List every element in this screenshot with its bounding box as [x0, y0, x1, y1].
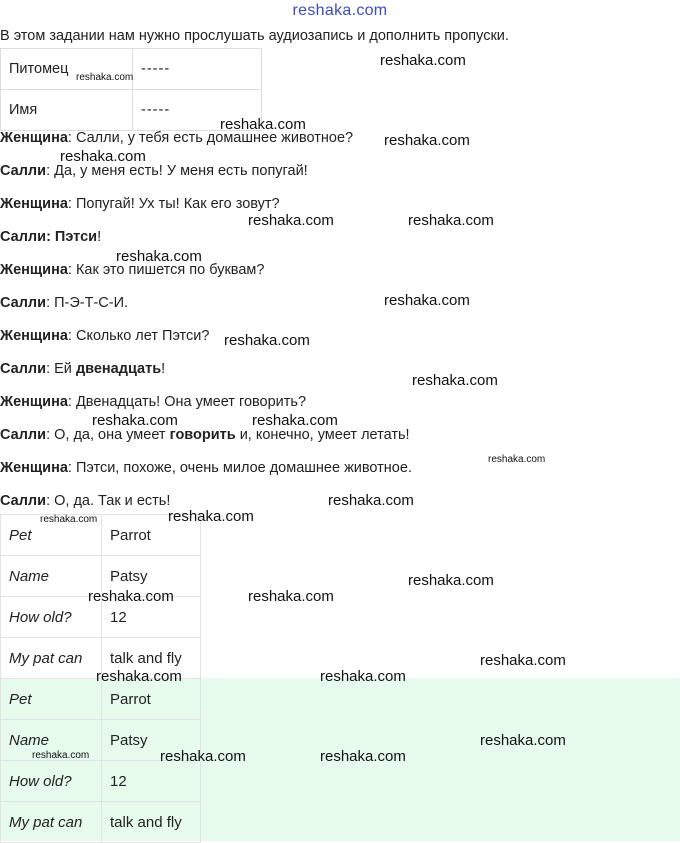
row-key: Name [1, 556, 102, 597]
separator: : [46, 163, 55, 179]
separator: : [67, 196, 76, 212]
separator: : [46, 229, 55, 245]
speaker-name: Женщина [0, 130, 68, 146]
line-text: Сколько лет Пэтси? [75, 328, 210, 344]
watermark: reshaka.com [328, 492, 414, 509]
speaker-name: Женщина [0, 262, 68, 278]
watermark: reshaka.com [320, 748, 406, 765]
name-label: Имя [1, 90, 133, 131]
speaker-name: Салли [0, 229, 47, 245]
row-value: 12 [102, 597, 201, 638]
row-key: My pat can [1, 802, 102, 843]
speaker-name: Женщина [0, 196, 68, 212]
line-text: Пэтси, похоже, очень милое домашнее животное. [75, 460, 412, 476]
dialogue-line [0, 163, 308, 179]
line-text: О, да, она умеет [54, 427, 170, 443]
row-key: Pet [1, 515, 102, 556]
line-text: Попугай! Ух ты! Как его зовут? [75, 196, 280, 212]
separator: : [67, 460, 76, 476]
watermark: reshaka.com [168, 508, 254, 525]
watermark: reshaka.com [480, 652, 566, 669]
name-blank: ----- [133, 90, 262, 131]
row-key: How old? [1, 761, 102, 802]
separator: : [46, 295, 55, 311]
dialogue-line [0, 229, 101, 245]
speaker-name: Салли [0, 493, 47, 509]
line-text-end: ! [161, 361, 166, 377]
line-text: ! [97, 229, 102, 245]
dialogue-line [0, 361, 165, 377]
row-value: Parrot [102, 515, 201, 556]
dialogue-line [0, 493, 170, 509]
separator: : [67, 394, 76, 410]
watermark: reshaka.com [380, 52, 466, 69]
line-text: Как это пишется по буквам? [75, 262, 265, 278]
separator: : [46, 361, 55, 377]
line-text: О, да. Так и есть! [54, 493, 171, 509]
row-value: Patsy [102, 556, 201, 597]
answer-highlight: двенадцать [75, 361, 162, 377]
watermark: reshaka.com [92, 412, 178, 429]
watermark: reshaka.com [320, 668, 406, 685]
separator: : [67, 262, 76, 278]
watermark: reshaka.com [408, 572, 494, 589]
speaker-name: Салли [0, 361, 47, 377]
watermark: reshaka.com [480, 732, 566, 749]
separator: : [46, 493, 55, 509]
row-value: Parrot [102, 679, 201, 720]
watermark: reshaka.com [88, 588, 174, 605]
speaker-name: Салли [0, 427, 47, 443]
row-value: Patsy [102, 720, 201, 761]
separator: : [46, 427, 55, 443]
dialogue-line [0, 328, 209, 344]
row-key: My pat can [1, 638, 102, 679]
watermark: reshaka.com [412, 372, 498, 389]
answer-highlight: Пэтси [54, 229, 98, 245]
table-row [1, 761, 201, 802]
row-value: talk and fly [102, 802, 201, 843]
speaker-name: Женщина [0, 460, 68, 476]
watermark: reshaka.com [60, 148, 146, 165]
separator: : [67, 328, 76, 344]
watermark: reshaka.com [160, 748, 246, 765]
line-text: П-Э-Т-С-И. [54, 295, 129, 311]
watermark: reshaka.com [384, 132, 470, 149]
watermark: reshaka.com [220, 116, 306, 133]
dialogue-line [0, 196, 280, 212]
row-key: Pet [1, 679, 102, 720]
task-intro: В этом задании нам нужно прослушать аудиозапись и дополнить пропуски. [0, 28, 509, 44]
watermark: reshaka.com [32, 750, 90, 761]
speaker-name: Салли [0, 295, 47, 311]
line-text: Ей [54, 361, 76, 377]
row-value: 12 [102, 761, 201, 802]
watermark: reshaka.com [40, 514, 98, 525]
watermark: reshaka.com [384, 292, 470, 309]
pet-label: Питомец [1, 49, 133, 90]
dialogue-line [0, 394, 306, 410]
answer-highlight: говорить [169, 427, 236, 443]
dialogue-line [0, 460, 412, 476]
watermark: reshaka.com [76, 72, 134, 83]
row-key: How old? [1, 597, 102, 638]
speaker-name: Женщина [0, 328, 68, 344]
dialogue-line [0, 295, 128, 311]
row-value: talk and fly [102, 638, 201, 679]
watermark: reshaka.com [252, 412, 338, 429]
watermark: reshaka.com [408, 212, 494, 229]
watermark: reshaka.com [96, 668, 182, 685]
line-text-end: и, конечно, умеет летать! [235, 427, 410, 443]
pet-blank: ----- [133, 49, 262, 90]
line-text: Салли, у тебя есть домашнее животное? [75, 130, 354, 146]
speaker-name: Женщина [0, 394, 68, 410]
line-text: Двенадцать! Она умеет говорить? [75, 394, 307, 410]
watermark: reshaka.com [248, 588, 334, 605]
watermark: reshaka.com [116, 248, 202, 265]
site-logo[interactable]: reshaka.com [292, 2, 388, 19]
separator: : [67, 130, 76, 146]
dialogue-line [0, 427, 410, 443]
line-text: Да, у меня есть! У меня есть попугай! [54, 163, 308, 179]
row-key: Name [1, 720, 102, 761]
speaker-name: Салли [0, 163, 47, 179]
table-row [1, 49, 262, 90]
watermark: reshaka.com [488, 454, 546, 465]
watermark: reshaka.com [224, 332, 310, 349]
table-row [1, 802, 201, 843]
watermark: reshaka.com [248, 212, 334, 229]
